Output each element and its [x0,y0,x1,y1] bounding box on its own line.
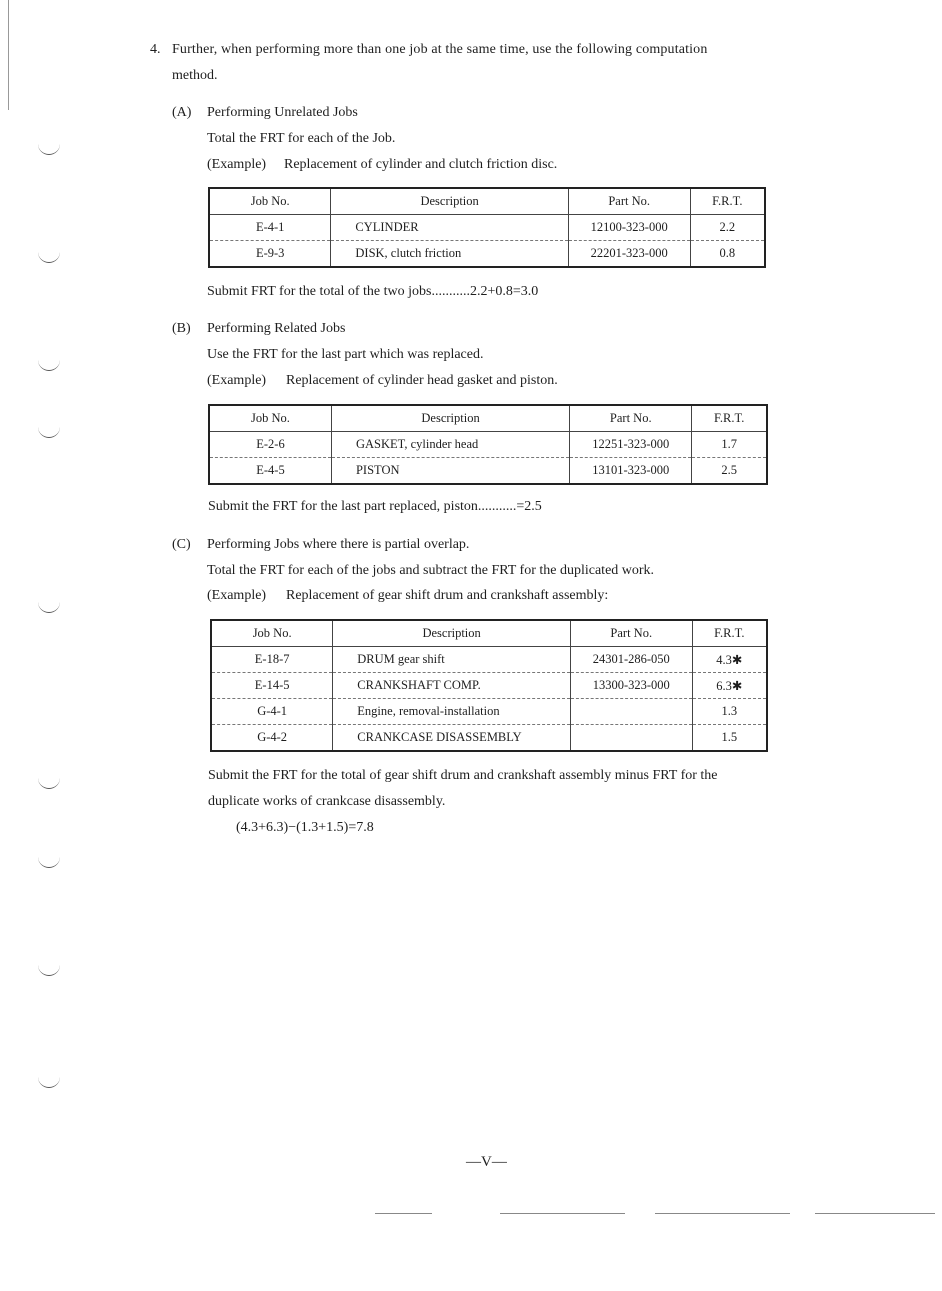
section-c-formula: (4.3+6.3)−(1.3+1.5)=7.8 [236,820,374,835]
cell-part-no: 13300-323-000 [570,673,692,699]
table-row [209,241,765,268]
section-c-summary-line1: Submit the FRT for the total of gear shift drum and crankshaft assembly minus FRT for the [208,768,718,783]
section-c-title: Performing Jobs where there is partial overlap. [207,537,470,552]
cell-job-no: G-4-2 [211,725,333,752]
table-row [211,673,767,699]
section-a-title: Performing Unrelated Jobs [207,105,358,120]
section-c-example: Replacement of gear shift drum and crankshaft assembly: [286,588,609,603]
header-job-no: Job No. [209,188,331,215]
cell-part-no: 24301-286-050 [570,647,692,673]
cell-job-no: G-4-1 [211,699,333,725]
cell-part-no: 13101-323-000 [570,458,692,485]
cell-description: CRANKCASE DISASSEMBLY [333,725,571,752]
table-row [211,647,767,673]
section-b-title: Performing Related Jobs [207,321,346,336]
binder-mark [38,425,60,438]
table-row [211,725,767,752]
cell-description: CYLINDER [331,215,568,241]
item-number: 4. [150,42,161,57]
cell-job-no: E-18-7 [211,647,333,673]
cell-frt: 1.3 [692,699,767,725]
section-b-summary: Submit the FRT for the last part replaced, piston...........=2.5 [208,499,542,514]
cell-description: DRUM gear shift [333,647,571,673]
binder-mark [38,142,60,155]
table-row [209,215,765,241]
cell-job-no: E-4-5 [209,458,331,485]
binder-mark [38,358,60,371]
header-frt: F.R.T. [692,620,767,647]
table-a [208,187,766,268]
header-frt: F.R.T. [692,405,767,432]
section-c-summary-line2: duplicate works of crankcase disassembly. [208,794,446,809]
page-number: —V— [466,1154,507,1170]
section-a-example: Replacement of cylinder and clutch friction disc. [284,157,558,172]
binder-mark [38,776,60,789]
bottom-rule [655,1213,790,1214]
section-b-example: Replacement of cylinder head gasket and piston. [286,373,558,388]
header-description: Description [331,188,568,215]
cell-part-no [570,699,692,725]
table-header-row [209,405,767,432]
cell-frt: 2.2 [690,215,765,241]
cell-frt: 0.8 [690,241,765,268]
cell-job-no: E-9-3 [209,241,331,268]
item-text-line1: Further, when performing more than one job at the same time, use the following computation [172,42,708,57]
table-header-row [209,188,765,215]
header-job-no: Job No. [209,405,331,432]
left-edge-line [8,0,9,110]
binder-mark [38,1075,60,1088]
section-a-label: (A) [172,105,192,120]
bottom-rule [815,1213,935,1214]
section-c-example-tag: (Example) [207,588,267,603]
cell-frt: 4.3✱ [692,647,767,673]
item-text-line2: method. [172,68,218,83]
header-part-no: Part No. [570,405,692,432]
cell-description: PISTON [331,458,569,485]
header-description: Description [331,405,569,432]
cell-part-no: 22201-323-000 [568,241,690,268]
cell-part-no [570,725,692,752]
cell-description: CRANKSHAFT COMP. [333,673,571,699]
section-a-instruction: Total the FRT for each of the Job. [207,131,396,146]
section-b-instruction: Use the FRT for the last part which was replaced. [207,347,484,362]
cell-part-no: 12100-323-000 [568,215,690,241]
section-b-label: (B) [172,321,191,336]
binder-mark [38,855,60,868]
cell-frt: 2.5 [692,458,767,485]
cell-frt: 6.3✱ [692,673,767,699]
cell-description: GASKET, cylinder head [331,432,569,458]
header-job-no: Job No. [211,620,333,647]
cell-description: DISK, clutch friction [331,241,568,268]
header-part-no: Part No. [568,188,690,215]
table-c [210,619,768,752]
section-a-summary: Submit FRT for the total of the two jobs...........2.2+0.8=3.0 [207,284,539,299]
header-description: Description [333,620,571,647]
cell-description: Engine, removal-installation [333,699,571,725]
binder-mark [38,250,60,263]
section-c-label: (C) [172,537,191,552]
section-c-instruction: Total the FRT for each of the jobs and subtract the FRT for the duplicated work. [207,563,655,578]
binder-mark [38,600,60,613]
header-frt: F.R.T. [690,188,765,215]
cell-part-no: 12251-323-000 [570,432,692,458]
table-row [209,432,767,458]
cell-frt: 1.7 [692,432,767,458]
bottom-rule [500,1213,625,1214]
cell-frt: 1.5 [692,725,767,752]
section-b-example-tag: (Example) [207,373,267,388]
table-row [209,458,767,485]
table-row [211,699,767,725]
table-b [208,404,768,485]
cell-job-no: E-2-6 [209,432,331,458]
table-header-row [211,620,767,647]
section-a-example-tag: (Example) [207,157,267,172]
binder-mark [38,963,60,976]
bottom-rule [375,1213,432,1214]
cell-job-no: E-14-5 [211,673,333,699]
cell-job-no: E-4-1 [209,215,331,241]
header-part-no: Part No. [570,620,692,647]
